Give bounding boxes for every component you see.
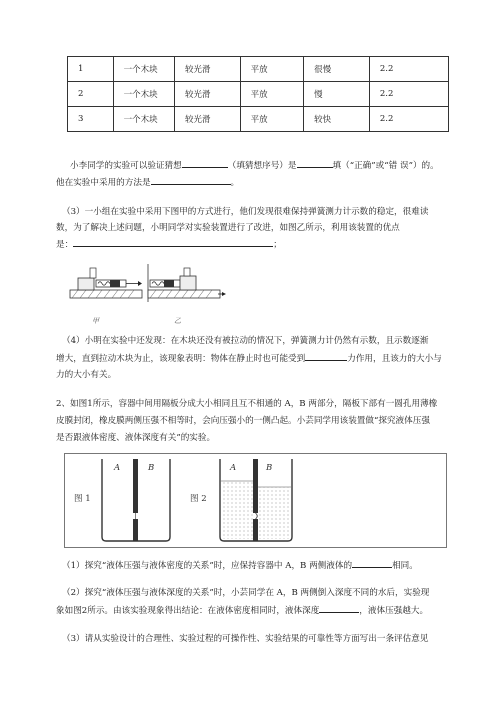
q1-text-a: 小李同学的实验可以验证猜想: [70, 161, 182, 171]
table-cell: 3: [68, 107, 114, 132]
p2-q1-line: [62, 557, 418, 574]
table-cell: 2.2: [369, 107, 448, 132]
table-cell: 很慢: [304, 57, 370, 82]
table-cell: 较光滑: [174, 82, 240, 107]
container-figure-1: [100, 457, 172, 543]
hypothesis-blank[interactable]: [182, 157, 228, 168]
depth-blank[interactable]: [319, 602, 359, 613]
q3-line3: [56, 236, 282, 253]
method-blank[interactable]: [151, 174, 231, 185]
p2-q3-line1: （3）请从实验设计的合理性、实验过程的可操作性、实验结果的可靠性等方面写出一条评估意见: [62, 634, 429, 644]
table-cell: 慢: [304, 82, 370, 107]
p2-q1-text-b: 相同。: [392, 561, 418, 571]
p2-line1: 2、如图1所示，容器中间用隔板分成大小相同且互不相通的 A，B 两部分，隔板下部有一圆孔用薄橡: [56, 399, 438, 409]
table-cell: 1: [68, 57, 114, 82]
p2-line3: 是否跟液体密度、液体深度有关”的实验。: [56, 433, 216, 443]
p2-q2-line1: （2）探究“液体压强与液体深度的关系”时，小芸同学在 A，B 两侧倒入深度不同的水后，实验现: [62, 588, 430, 598]
q4-line2: [56, 350, 442, 367]
figure-label-yi: 乙: [174, 317, 181, 325]
figure-label-jia: 甲: [92, 317, 99, 325]
correct-blank[interactable]: [297, 157, 333, 168]
fig1-label-a: A: [114, 463, 121, 473]
p2-q1-text-a: （1）探究“液体压强与液体密度的关系”时，应保持容器中 A，B 两侧液体的: [62, 561, 353, 571]
q4-line1: （4）小明在实验中还发现：在木块还没有被拉动的情况下，弹簧测力计仍然有示数，且示数逐渐: [62, 336, 429, 346]
setup-jia-diagram: [70, 268, 142, 298]
table-cell: 较光滑: [174, 57, 240, 82]
p2-q2-text-a: 象如图2所示。由该实验现象得出结论：在液体密度相同时，液体深度: [56, 606, 320, 616]
advantage-blank[interactable]: [73, 236, 273, 247]
q4-line3: 力的大小有关。: [56, 370, 117, 380]
experiment-table: [67, 56, 449, 132]
figure2-label: 图 2: [190, 494, 207, 504]
table-cell: 2: [68, 82, 114, 107]
figure1-label: 图 1: [74, 494, 91, 504]
p2-q2-line2: [56, 602, 428, 619]
table-cell: 较光滑: [174, 107, 240, 132]
q3-line1: （3）一小组在实验中采用下图甲的方式进行，他们发现很难保持弹簧测力计示数的稳定，很难读: [62, 207, 429, 217]
q3-text-b: ；: [273, 240, 282, 250]
q1-text-method: 他在实验中采用的方法是: [56, 178, 151, 188]
table-cell: 2.2: [369, 57, 448, 82]
table-cell: 2.2: [369, 82, 448, 107]
table-cell: 平放: [240, 107, 304, 132]
table-cell: 一个木块: [113, 107, 174, 132]
table-row: [68, 57, 449, 82]
table-cell: 一个木块: [113, 57, 174, 82]
table-cell: 平放: [240, 57, 304, 82]
fig2-label-b: B: [266, 463, 273, 473]
table-cell: 平放: [240, 82, 304, 107]
table-cell: 一个木块: [113, 82, 174, 107]
table-row: [68, 82, 449, 107]
q3-line2: 数，为了解决上述问题，小明同学对实验装置进行了改进，如图乙所示，利用该装置的优点: [56, 223, 400, 233]
table-row: [68, 107, 449, 132]
fig1-label-b: B: [148, 463, 155, 473]
q4-text-a: 增大，直到拉动木块为止，该现象表明：物体在静止时也可能受到: [56, 354, 306, 364]
q1-line1: [70, 157, 439, 174]
q1-text-c: 填（“正确”或“错 误”）的。: [332, 161, 439, 171]
table-cell: 较快: [304, 107, 370, 132]
q1-text-b: （填猜想序号）是: [227, 161, 297, 171]
p2-q2-text-b: ，液体压强越大。: [359, 606, 429, 616]
q1-line2: 他在实验中采用的方法是 。: [56, 174, 239, 191]
p2-line2: 皮膜封闭，橡皮膜两侧压强不相等时，会向压强小的一侧凸起。小芸同学用该装置做“探究液体压强: [56, 416, 430, 426]
setup-yi-diagram: [148, 264, 226, 302]
density-blank[interactable]: [352, 557, 392, 568]
q3-text-a: 是：: [56, 240, 74, 250]
force-blank[interactable]: [305, 350, 347, 361]
fig2-label-a: A: [230, 463, 237, 473]
q4-text-b: 力作用，且该力的大小与: [347, 354, 442, 364]
